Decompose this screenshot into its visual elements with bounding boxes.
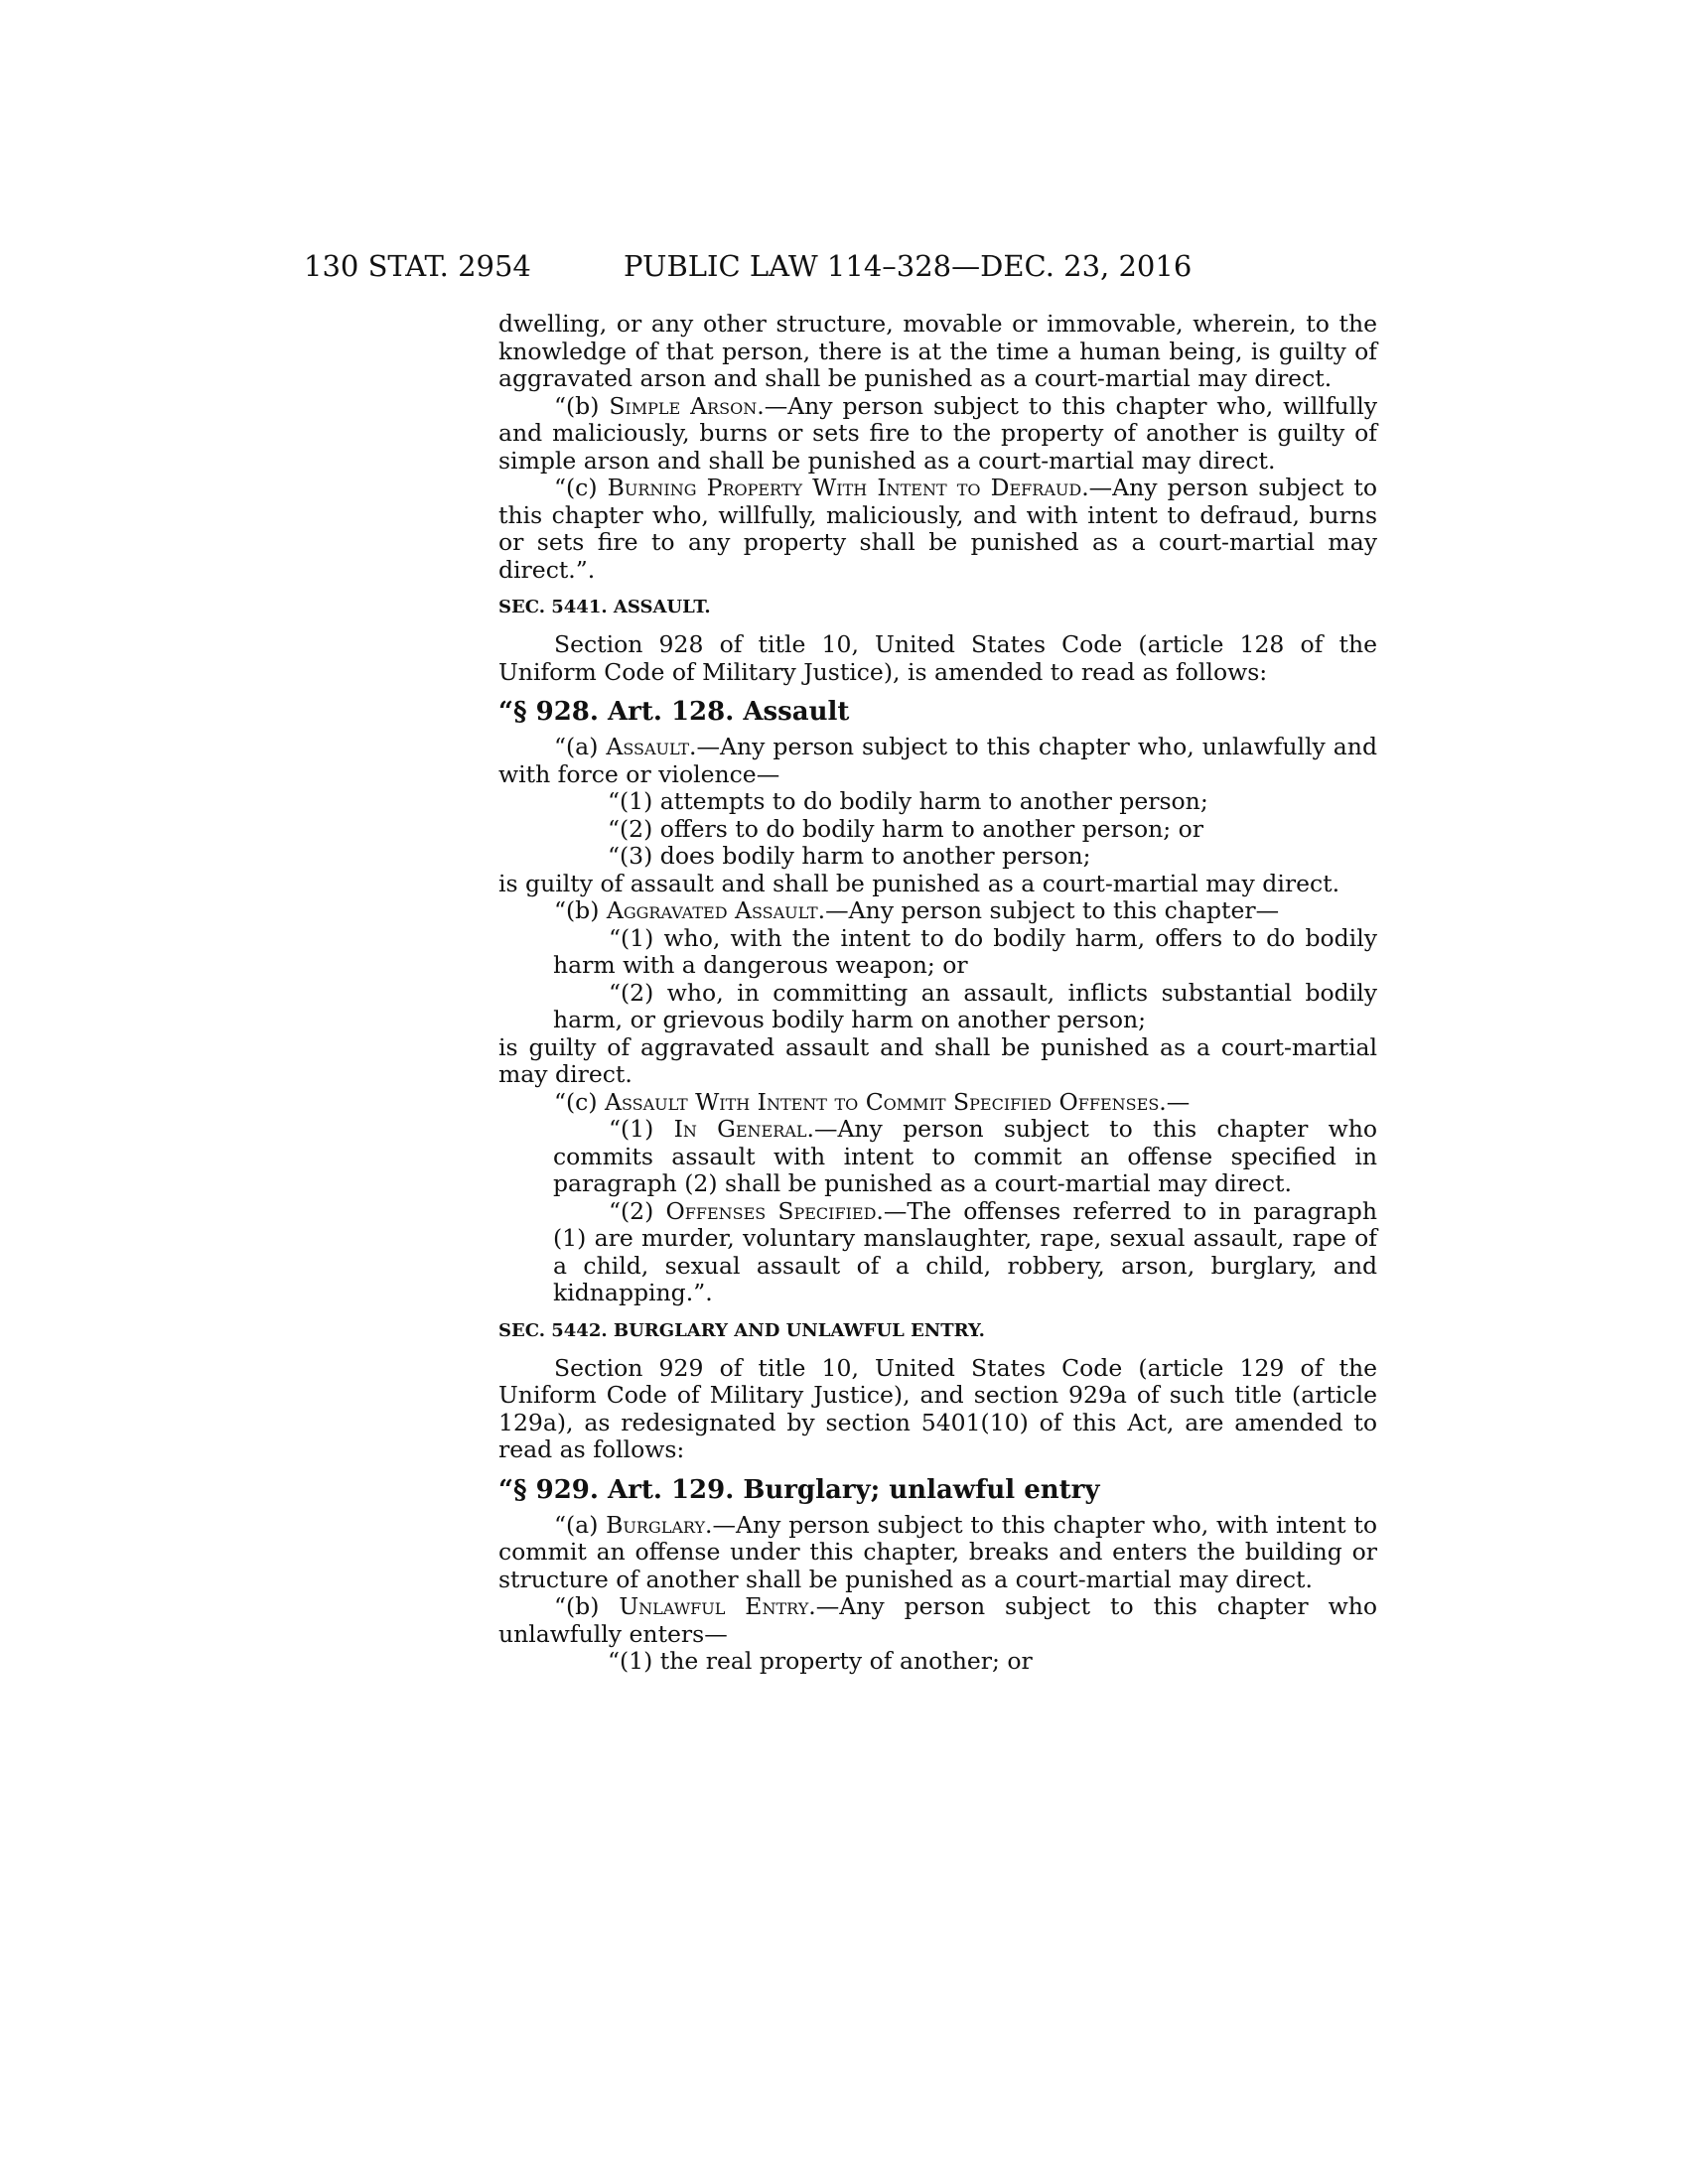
paragraph-assault-intent: “(c) Assault With Intent to Commit Specified Offenses.— — [554, 1087, 1191, 1116]
subsection-heading: In General — [673, 1115, 807, 1143]
document-body — [498, 311, 1377, 1676]
subsection-heading: Burglary — [606, 1510, 706, 1539]
clause-offenses-specified: “(2) Offenses Specified.—The offenses referred to in paragraph (1) are murder, voluntary manslaughter, rape, sexual assault, rape of a child, sexual assault of a child, robbery, arson, burglary, and kidnapping.”. — [553, 1196, 1377, 1306]
article-heading-128: “§ 928. Art. 128. Assault — [498, 697, 850, 727]
clause-in-general: “(1) In General.—Any person subject to this chapter who commits assault with intent to commit an offense specified in paragraph (2) shall be punished as a court-martial may direct. — [553, 1115, 1377, 1197]
stat-page-number: 130 STAT. 2954 — [304, 249, 531, 283]
clause-assault-2: “(2) offers to do bodily harm to another person; or — [608, 814, 1203, 843]
clause-assault-3: “(3) does bodily harm to another person; — [608, 842, 1091, 870]
section-title-5442: SEC. 5442. BURGLARY AND UNLAWFUL ENTRY. — [498, 1319, 985, 1341]
subsection-heading: Burning Property With Intent to Defraud — [607, 474, 1082, 501]
subsection-heading: Unlawful Entry — [619, 1592, 809, 1620]
paragraph-burning-property: “(c) Burning Property With Intent to Defraud.—Any person subject to this chapter who, willfully, maliciously, and with intent to defraud, burns or sets fire to any property shall be punished as a court-martial may direct.”. — [498, 474, 1378, 584]
paragraph-section-929-amend: Section 929 of title 10, United States Code (article 129 of the Uniform Code of Military Justice), and section 929a of such title (article 129a), as redesignated by section 5401(10) of this Act, are amended to read as follows: — [498, 1353, 1377, 1463]
page-header — [304, 246, 1386, 286]
article-heading-129: “§ 929. Art. 129. Burglary; unlawful entry — [498, 1474, 1100, 1505]
paragraph-assault: “(a) Assault.—Any person subject to this chapter who, unlawfully and with force or violence— — [498, 733, 1377, 788]
clause-aggravated-assault-2: “(2) who, in committing an assault, inflicts substantial bodily harm, or grievous bodily harm on another person; — [553, 978, 1377, 1033]
paragraph-section-928-amend: Section 928 of title 10, United States Code (article 128 of the Uniform Code of Military Justice), is amended to read as follows: — [498, 630, 1377, 686]
paragraph-assault-end: is guilty of assault and shall be punished as a court-martial may direct. — [498, 869, 1340, 897]
subsection-heading: Aggravated Assault — [606, 896, 818, 924]
subsection-heading: Offenses Specified — [665, 1196, 877, 1225]
section-title-5441: SEC. 5441. ASSAULT. — [498, 597, 711, 617]
paragraph-aggravated-assault-end: is guilty of aggravated assault and shall be punished as a court-martial may direct. — [498, 1032, 1377, 1088]
clause-unlawful-entry-1: “(1) the real property of another; or — [608, 1647, 1033, 1675]
public-law-citation: PUBLIC LAW 114–328—DEC. 23, 2016 — [624, 249, 1193, 283]
subsection-heading: Assault With Intent to Commit Specified Offenses — [604, 1087, 1160, 1116]
subsection-heading: Simple Arson — [609, 391, 758, 420]
clause-aggravated-assault-1: “(1) who, with the intent to do bodily harm, offers to do bodily harm with a dangerous weapon; or — [553, 923, 1377, 979]
subsection-heading: Assault — [606, 733, 690, 760]
paragraph-simple-arson: “(b) Simple Arson.—Any person subject to this chapter who, willfully and maliciously, burns or sets fire to the property of another is guilty of simple arson and shall be punished as a court-martial may direct. — [498, 391, 1377, 475]
paragraph-unlawful-entry: “(b) Unlawful Entry.—Any person subject to this chapter who unlawfully enters— — [498, 1592, 1377, 1648]
paragraph-aggravated-assault: “(b) Aggravated Assault.—Any person subject to this chapter— — [554, 896, 1280, 924]
paragraph-aggravated-arson-cont: dwelling, or any other structure, movable or immovable, wherein, to the knowledge of that person, there is at the time a human being, is guilty of aggravated arson and shall be punished as a court-martial may direct. — [498, 310, 1377, 392]
clause-assault-1: “(1) attempts to do bodily harm to another person; — [608, 787, 1208, 815]
paragraph-burglary: “(a) Burglary.—Any person subject to this chapter who, with intent to commit an offense under this chapter, breaks and enters the building or structure of another shall be punished as a court-martial may direct. — [498, 1510, 1377, 1593]
